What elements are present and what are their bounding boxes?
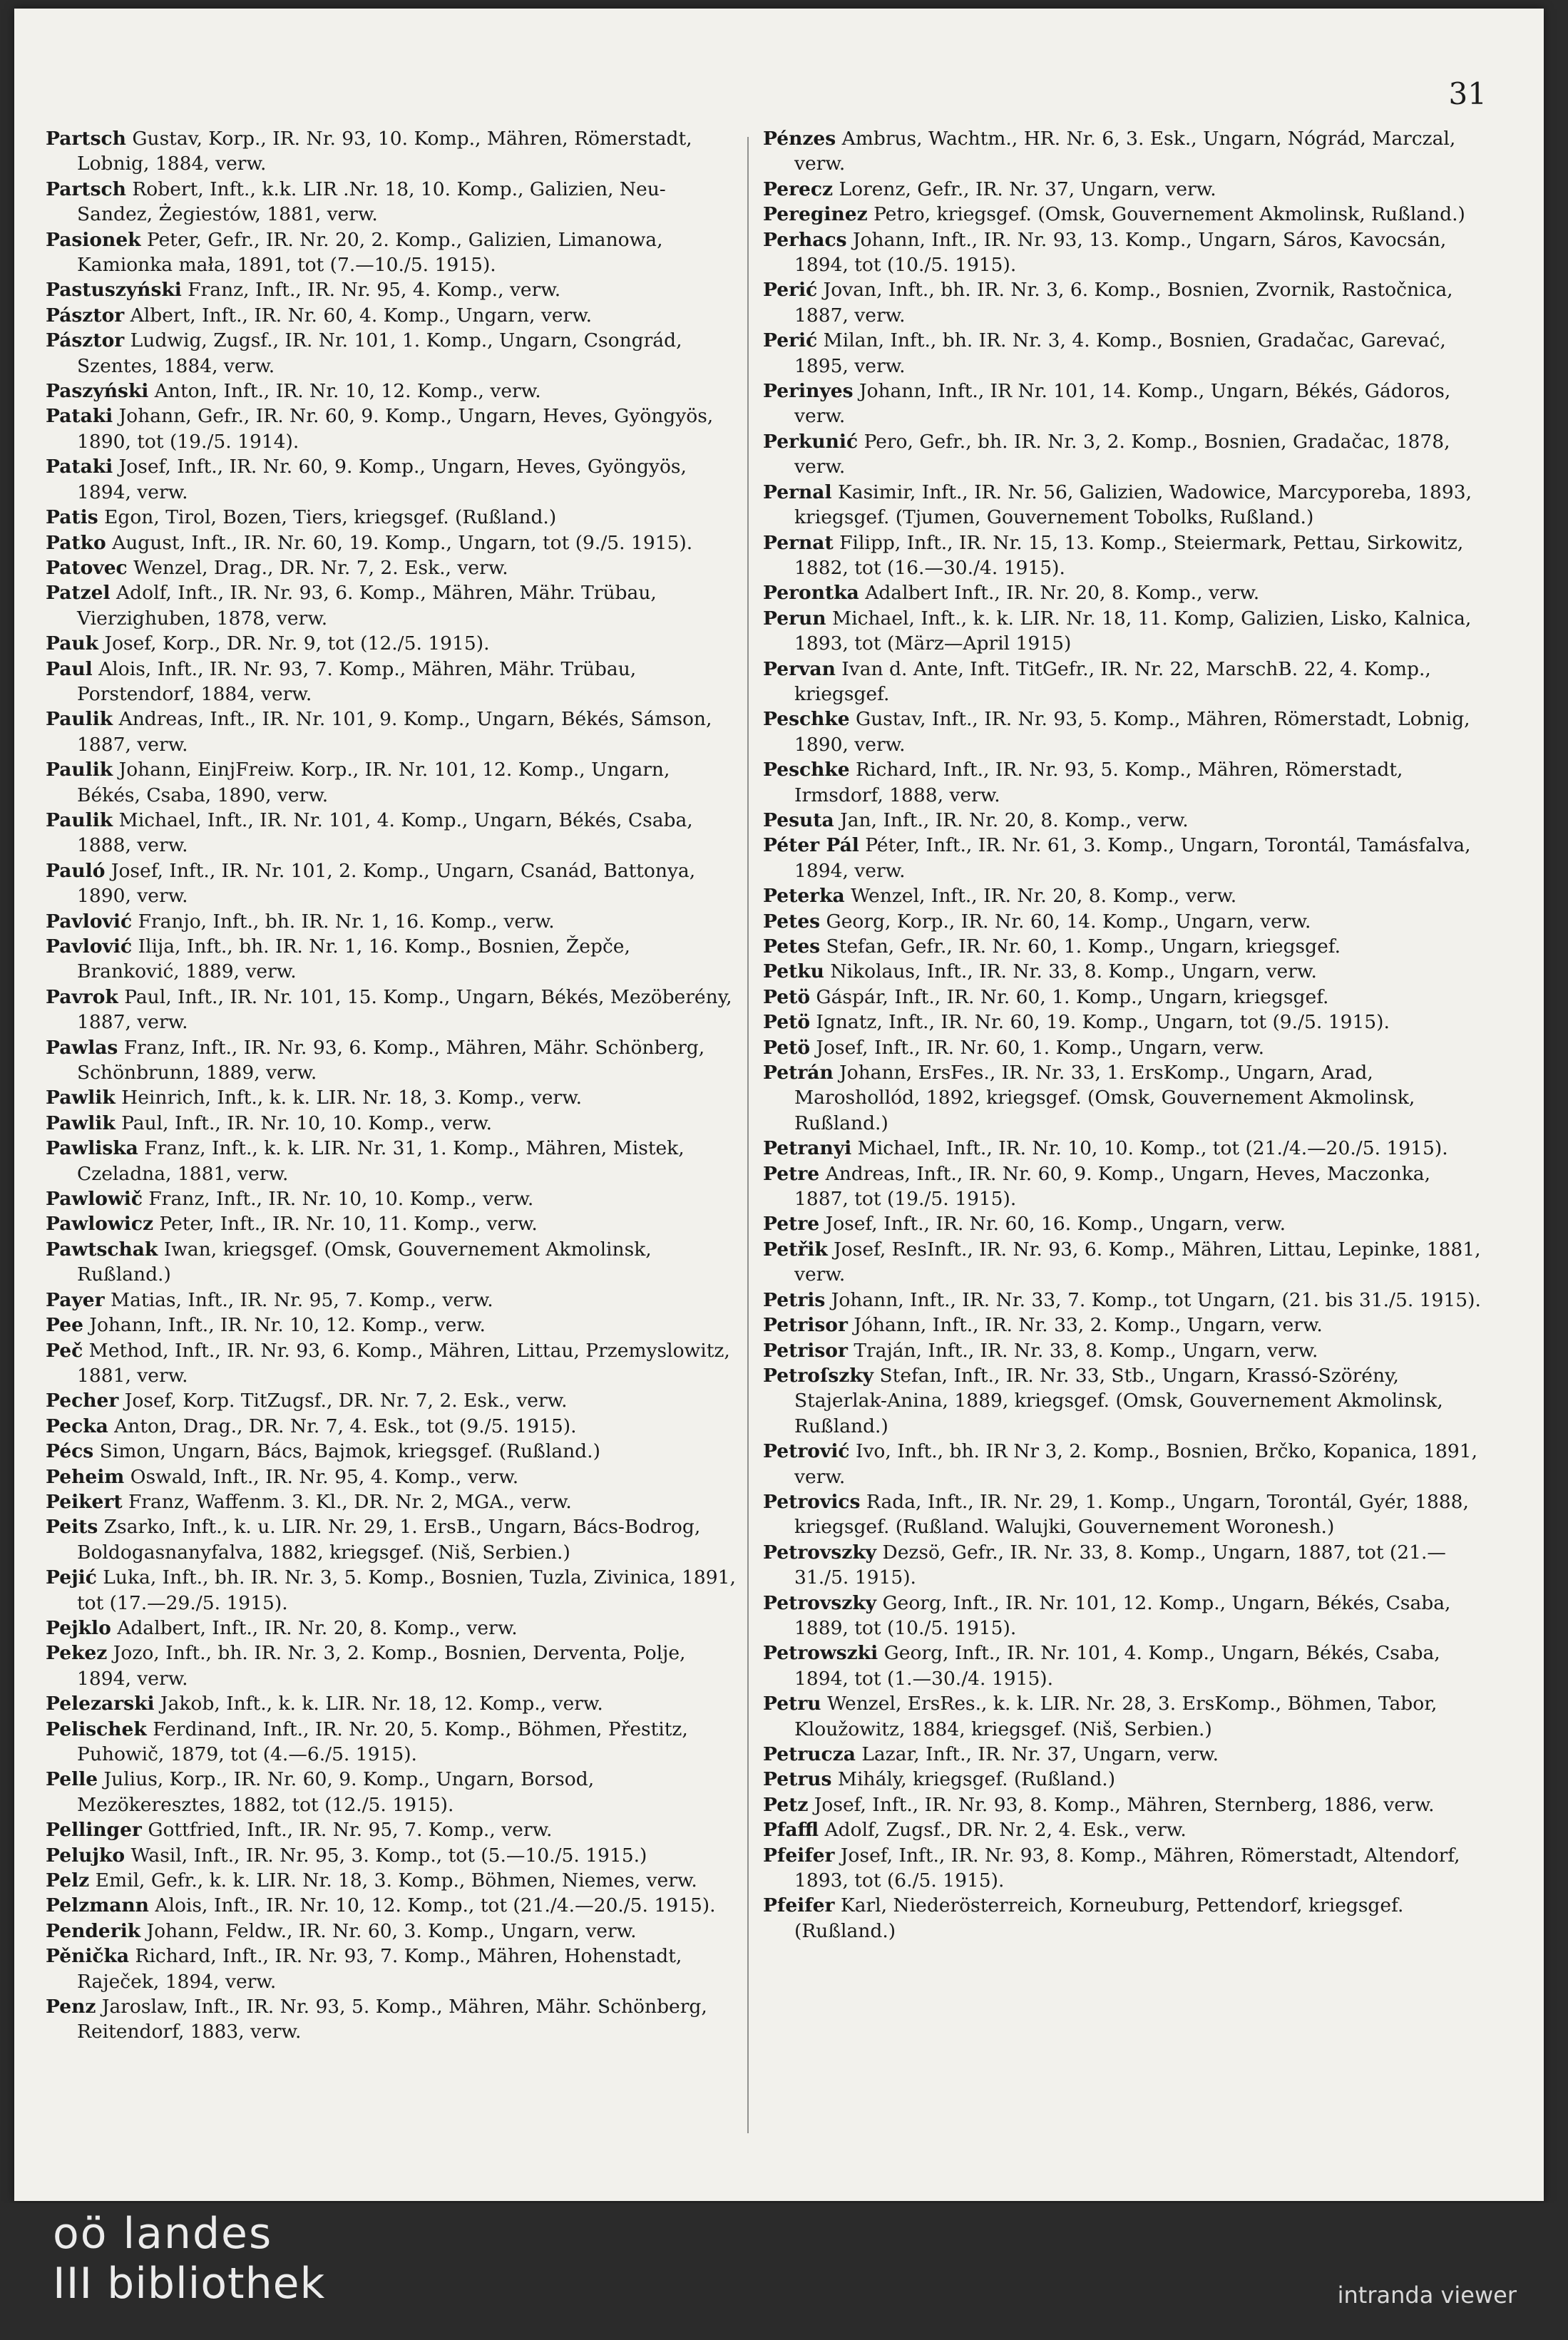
entry-text: Wasil, Inft., IR. Nr. 95, 3. Komp., tot (5.—10./5. 1915.) <box>125 1844 647 1867</box>
entry-name: Pelischek <box>46 1718 147 1740</box>
entry-text: Johann, Inft., IR. Nr. 33, 7. Komp., tot Ungarn, (21. bis 31./5. 1915). <box>825 1288 1481 1311</box>
entry-text: Heinrich, Inft., k. k. LIR. Nr. 18, 3. Komp., verw. <box>115 1087 583 1109</box>
list-item <box>763 202 1487 227</box>
list-item <box>46 1111 737 1136</box>
list-item <box>763 277 1487 328</box>
library-logo-line1: oö landes <box>53 2209 273 2259</box>
entry-name: Pavrok <box>46 985 118 1008</box>
list-item <box>46 1767 737 1817</box>
entry-name: Pěnička <box>46 1945 130 1968</box>
entry-text: Franz, Inft., IR. Nr. 10, 10. Komp., verw. <box>142 1188 534 1211</box>
entry-name: Pernal <box>763 481 832 503</box>
list-item <box>46 808 737 858</box>
list-item <box>763 1237 1487 1288</box>
list-item <box>46 631 737 656</box>
entry-name: Pawliska <box>46 1137 138 1160</box>
entry-text: Ilija, Inft., bh. IR. Nr. 1, 16. Komp., Bosnien, Žepče, Branković, 1889, verw. <box>77 935 630 983</box>
entry-name: Perhacs <box>763 228 847 251</box>
entry-name: Pecher <box>46 1390 119 1412</box>
entry-name: Petroſszky <box>763 1364 874 1387</box>
entry-text: Wenzel, ErsRes., k. k. LIR. Nr. 28, 3. ErsKomp., Böhmen, Tabor, Kloužowitz, 1884, kriegsgef. (Niš, Serbien.) <box>794 1693 1438 1740</box>
entry-text: Michael, Inft., IR. Nr. 10, 10. Komp., tot (21./4.—20./5. 1915). <box>851 1137 1448 1160</box>
entry-text: Paul, Inft., IR. Nr. 101, 15. Komp., Ungarn, Békés, Mezöberény, 1887, verw. <box>77 985 732 1034</box>
entry-name: Perecz <box>763 178 834 200</box>
entry-name: Petrus <box>763 1768 832 1791</box>
list-item <box>46 1288 737 1313</box>
list-item <box>763 1817 1487 1842</box>
entry-text: Julius, Korp., IR. Nr. 60, 9. Komp., Ungarn, Borsod, Mezökeresztes, 1882, tot (12./5. 1915). <box>77 1768 595 1816</box>
list-item <box>46 858 737 909</box>
entry-name: Pfeifer <box>763 1894 835 1917</box>
list-item <box>46 1717 737 1767</box>
right-column <box>763 126 1487 1944</box>
list-item <box>763 606 1487 657</box>
list-item <box>46 1186 737 1211</box>
entry-text: Josef, Inft., IR. Nr. 60, 1. Komp., Ungarn, verw. <box>810 1036 1265 1059</box>
entry-text: Nikolaus, Inft., IR. Nr. 33, 8. Komp., Ungarn, verw. <box>824 960 1317 983</box>
entry-name: Perić <box>763 279 818 302</box>
list-item <box>46 1843 737 1868</box>
list-item <box>46 1893 737 1918</box>
entry-name: Payer <box>46 1288 105 1311</box>
entry-text: Method, Inft., IR. Nr. 93, 6. Komp., Mähren, Littau, Przemyslowitz, 1881, verw. <box>77 1339 730 1387</box>
list-item <box>763 808 1487 833</box>
list-item <box>763 757 1487 808</box>
entry-text: Andreas, Inft., IR. Nr. 101, 9. Komp., Ungarn, Békés, Sámson, 1887, verw. <box>77 708 712 756</box>
list-item <box>46 1641 737 1691</box>
entry-text: Georg, Inft., IR. Nr. 101, 12. Komp., Ungarn, Békés, Csaba, 1889, tot (10./5. 1915). <box>794 1591 1451 1639</box>
entry-name: Pénzes <box>763 128 836 150</box>
list-item <box>46 1817 737 1842</box>
entry-name: Patovec <box>46 556 128 579</box>
entry-name: Pellinger <box>46 1819 142 1842</box>
library-logo-line2: III bibliothek <box>53 2259 326 2309</box>
entry-text: Petro, kriegsgef. (Omsk, Gouvernement Akmolinsk, Rußland.) <box>867 203 1465 226</box>
list-item <box>46 934 737 985</box>
entry-text: Péter, Inft., IR. Nr. 61, 3. Komp., Ungarn, Torontál, Tamásfalva, 1894, verw. <box>794 834 1471 882</box>
list-item <box>46 1944 737 1994</box>
list-item <box>46 177 737 227</box>
list-item <box>46 757 737 808</box>
entry-name: Petrović <box>763 1440 850 1463</box>
list-item <box>46 1338 737 1389</box>
entry-name: Pervan <box>763 657 836 680</box>
entry-text: Anton, Drag., DR. Nr. 7, 4. Esk., tot (9./5. 1915). <box>108 1415 577 1437</box>
entry-text: Adalbert Inft., IR. Nr. 20, 8. Komp., verw. <box>859 582 1260 605</box>
list-item <box>46 1691 737 1716</box>
entry-text: Simon, Ungarn, Bács, Bajmok, kriegsgef. (Rußland.) <box>93 1440 600 1463</box>
list-item <box>46 126 737 177</box>
list-item <box>46 505 737 530</box>
entry-text: Johann, Inft., IR. Nr. 93, 13. Komp., Ungarn, Sáros, Kavocsán, 1894, tot (10./5. 1915). <box>794 228 1447 277</box>
entry-name: Petre <box>763 1162 820 1185</box>
entry-name: Pauló <box>46 859 106 882</box>
entry-text: Ivan d. Ante, Inft. TitGefr., IR. Nr. 22, MarschB. 22, 4. Komp., kriegsgef. <box>794 657 1431 705</box>
entry-name: Petru <box>763 1693 821 1715</box>
entry-name: Pereginez <box>763 203 868 226</box>
entry-text: Franz, Inft., k. k. LIR. Nr. 31, 1. Komp., Mähren, Mistek, Czeladna, 1881, verw. <box>77 1137 685 1185</box>
entry-name: Petřik <box>763 1238 828 1261</box>
entry-name: Pasionek <box>46 228 141 251</box>
entry-name: Perontka <box>763 582 859 605</box>
entry-name: Peits <box>46 1516 98 1539</box>
entry-name: Petrovszky <box>763 1541 877 1564</box>
entry-text: Rada, Inft., IR. Nr. 29, 1. Komp., Ungarn, Torontál, Gyér, 1888, kriegsgef. (Rußland. Walujki, Gouvernement Woronesh.) <box>794 1490 1469 1539</box>
list-item <box>763 429 1487 480</box>
entry-text: Paul, Inft., IR. Nr. 10, 10. Komp., verw. <box>115 1112 493 1134</box>
entry-text: Josef, Inft., IR. Nr. 93, 8. Komp., Mähren, Sternberg, 1886, verw. <box>808 1793 1435 1816</box>
entry-text: Johann, Gefr., IR. Nr. 60, 9. Komp., Ungarn, Heves, Gyöngyös, 1890, tot (19./5. 1914). <box>77 405 714 453</box>
list-item <box>763 1161 1487 1212</box>
entry-text: Peter, Inft., IR. Nr. 10, 11. Komp., verw. <box>153 1213 538 1236</box>
entry-name: Petku <box>763 960 824 983</box>
entry-name: Pavlović <box>46 910 133 933</box>
list-item <box>763 1060 1487 1136</box>
entry-name: Partsch <box>46 128 126 150</box>
entry-text: Dezsö, Gefr., IR. Nr. 33, 8. Komp., Ungarn, 1887, tot (21.—31./5. 1915). <box>794 1541 1446 1589</box>
entry-name: Petranyi <box>763 1137 852 1160</box>
list-item <box>763 177 1487 202</box>
list-item <box>46 1211 737 1236</box>
list-item <box>763 1338 1487 1363</box>
list-item <box>46 1085 737 1110</box>
list-item <box>46 1464 737 1489</box>
entry-name: Perić <box>763 329 818 352</box>
list-item <box>763 959 1487 984</box>
list-item <box>763 1540 1487 1591</box>
entry-text: Gustav, Inft., IR. Nr. 93, 5. Komp., Mähren, Römerstadt, Lobnig, 1890, verw. <box>794 708 1470 756</box>
list-item <box>46 1313 737 1338</box>
entry-text: Jovan, Inft., bh. IR. Nr. 3, 6. Komp., Bosnien, Zvornik, Rastočnica, 1887, verw. <box>794 279 1453 327</box>
entry-name: Petrisor <box>763 1314 848 1337</box>
entry-text: Wenzel, Drag., DR. Nr. 7, 2. Esk., verw. <box>127 556 508 579</box>
entry-text: Franz, Waffenm. 3. Kl., DR. Nr. 2, MGA., verw. <box>122 1490 572 1513</box>
entry-text: Kasimir, Inft., IR. Nr. 56, Galizien, Wadowice, Marcyporeba, 1893, kriegsgef. (Tjumen, Gouvernement Tobolks, Rußland.) <box>794 481 1472 529</box>
entry-text: Richard, Inft., IR. Nr. 93, 7. Komp., Mähren, Hohenstadt, Raječek, 1894, verw. <box>77 1945 682 1993</box>
list-item <box>763 1641 1487 1691</box>
entry-text: Jan, Inft., IR. Nr. 20, 8. Komp., verw. <box>834 809 1189 831</box>
entry-name: Petz <box>763 1793 809 1816</box>
list-item <box>46 1919 737 1944</box>
entry-name: Patzel <box>46 582 111 605</box>
entry-text: Michael, Inft., k. k. LIR. Nr. 18, 11. Komp, Galizien, Lisko, Kalnica, 1893, tot (März—April 1915) <box>794 607 1472 655</box>
entry-name: Paul <box>46 657 93 680</box>
entry-text: Andreas, Inft., IR. Nr. 60, 9. Komp., Ungarn, Heves, Maczonka, 1887, tot (19./5. 1915). <box>794 1162 1431 1211</box>
entry-name: Pauk <box>46 632 99 655</box>
list-item <box>46 404 737 454</box>
entry-name: Pelezarski <box>46 1693 155 1715</box>
entry-name: Pekez <box>46 1642 108 1665</box>
entry-name: Pécs <box>46 1440 94 1463</box>
list-item <box>763 1211 1487 1236</box>
entry-text: Ferdinand, Inft., IR. Nr. 20, 5. Komp., Böhmen, Přestitz, Puhowič, 1879, tot (4.—6./5. 1915). <box>77 1718 688 1765</box>
list-item <box>46 1565 737 1616</box>
list-item <box>763 328 1487 379</box>
entry-text: Matias, Inft., IR. Nr. 95, 7. Komp., verw. <box>104 1288 493 1311</box>
list-item <box>763 227 1487 278</box>
entry-text: Anton, Inft., IR. Nr. 10, 12. Komp., verw. <box>148 380 541 403</box>
entry-name: Pawlik <box>46 1112 116 1134</box>
entry-text: Ambrus, Wachtm., HR. Nr. 6, 3. Esk., Ungarn, Nógrád, Marczal, verw. <box>794 128 1456 175</box>
entry-text: Lazar, Inft., IR. Nr. 37, Ungarn, verw. <box>855 1743 1219 1765</box>
entry-name: Perun <box>763 607 826 630</box>
entry-text: Adalbert, Inft., IR. Nr. 20, 8. Komp., verw. <box>111 1616 518 1639</box>
list-item <box>46 1136 737 1186</box>
entry-text: Stefan, Gefr., IR. Nr. 60, 1. Komp., Ungarn, kriegsgef. <box>820 935 1341 958</box>
entry-text: Johann, EinjFreiw. Korp., IR. Nr. 101, 12. Komp., Ungarn, Békés, Csaba, 1890, verw. <box>77 759 670 806</box>
entry-text: Georg, Inft., IR. Nr. 101, 4. Komp., Ungarn, Békés, Csaba, 1894, tot (1.—30./4. 1915). <box>794 1642 1440 1690</box>
list-item <box>763 883 1487 908</box>
list-item <box>46 454 737 505</box>
entry-text: Oswald, Inft., IR. Nr. 95, 4. Komp., verw. <box>124 1465 519 1488</box>
entry-text: Jozo, Inft., bh. IR. Nr. 3, 2. Komp., Bosnien, Derventa, Polje, 1894, verw. <box>77 1642 686 1690</box>
entry-name: Petrovics <box>763 1490 861 1513</box>
list-item <box>763 1591 1487 1641</box>
entry-text: Josef, ResInft., IR. Nr. 93, 6. Komp., Mähren, Littau, Lepinke, 1881, verw. <box>794 1238 1481 1286</box>
entry-name: Petes <box>763 910 821 933</box>
list-item <box>763 1288 1487 1313</box>
entry-name: Pfaffl <box>763 1819 819 1842</box>
list-item <box>46 1868 737 1893</box>
entry-text: Adolf, Zugsf., DR. Nr. 2, 4. Esk., verw. <box>819 1819 1187 1842</box>
entry-text: Josef, Korp., DR. Nr. 9, tot (12./5. 1915). <box>98 632 490 655</box>
entry-name: Pejklo <box>46 1616 111 1639</box>
entry-name: Partsch <box>46 178 126 200</box>
list-item <box>763 480 1487 530</box>
entry-name: Pastuszyński <box>46 279 182 302</box>
entry-name: Peschke <box>763 708 850 731</box>
list-item <box>763 1363 1487 1439</box>
entry-name: Patko <box>46 531 106 554</box>
left-column <box>46 126 737 2045</box>
entry-name: Pásztor <box>46 304 125 327</box>
list-item <box>763 1313 1487 1338</box>
entry-text: Ignatz, Inft., IR. Nr. 60, 19. Komp., Ungarn, tot (9./5. 1915). <box>810 1011 1390 1034</box>
list-item <box>46 1489 737 1514</box>
entry-name: Pecka <box>46 1415 108 1437</box>
entry-name: Péter Pál <box>763 834 859 857</box>
entry-text: Alois, Inft., IR. Nr. 10, 12. Komp., tot (21./4.—20./5. 1915). <box>148 1894 716 1917</box>
entry-text: Franz, Inft., IR. Nr. 93, 6. Komp., Mähren, Mähr. Schönberg, Schönbrunn, 1889, verw. <box>77 1036 705 1084</box>
entry-name: Pawlowicz <box>46 1213 154 1236</box>
entry-name: Pelzmann <box>46 1894 149 1917</box>
list-item <box>763 833 1487 883</box>
list-item <box>46 1237 737 1288</box>
entry-text: Egon, Tirol, Bozen, Tiers, kriegsgef. (Rußland.) <box>98 506 557 529</box>
list-item <box>763 530 1487 581</box>
entry-text: Zsarko, Inft., k. u. LIR. Nr. 29, 1. ErsB., Ungarn, Bács-Bodrog, Boldogasnanyfalva, 1882, kriegsgef. (Niš, Serbien.) <box>77 1516 701 1564</box>
entry-name: Perinyes <box>763 380 854 403</box>
entry-name: Peč <box>46 1339 83 1362</box>
list-item <box>763 909 1487 934</box>
list-item <box>763 1893 1487 1944</box>
list-item <box>46 1388 737 1413</box>
list-item <box>46 1035 737 1086</box>
entry-text: Ludwig, Zugsf., IR. Nr. 101, 1. Komp., Ungarn, Csongrád, Szentes, 1884, verw. <box>77 329 682 377</box>
entry-text: Peter, Gefr., IR. Nr. 20, 2. Komp., Galizien, Limanowa, Kamionka mała, 1891, tot (7.—10./5. 1915). <box>77 228 663 277</box>
list-item <box>763 1691 1487 1742</box>
list-item <box>46 657 737 707</box>
entry-name: Penderik <box>46 1919 141 1942</box>
entry-text: Adolf, Inft., IR. Nr. 93, 6. Komp., Mähren, Mähr. Trübau, Vierzighuben, 1878, verw. <box>77 582 657 630</box>
list-item <box>46 580 737 631</box>
list-item <box>763 1767 1487 1792</box>
list-item <box>763 1792 1487 1817</box>
entry-text: Josef, Inft., IR. Nr. 60, 16. Komp., Ungarn, verw. <box>819 1213 1286 1236</box>
entry-text: Ivo, Inft., bh. IR Nr 3, 2. Komp., Bosnien, Brčko, Kopanica, 1891, verw. <box>794 1440 1478 1488</box>
list-item <box>46 909 737 934</box>
entry-name: Pelujko <box>46 1844 125 1867</box>
entry-text: August, Inft., IR. Nr. 60, 19. Komp., Ungarn, tot (9./5. 1915). <box>106 531 693 554</box>
column-divider <box>747 137 749 2133</box>
entry-text: Milan, Inft., bh. IR. Nr. 3, 4. Komp., Bosnien, Gradačac, Garevać, 1895, verw. <box>794 329 1446 377</box>
entry-text: Johann, Inft., IR Nr. 101, 14. Komp., Ungarn, Békés, Gádoros, verw. <box>794 380 1451 428</box>
entry-text: Lorenz, Gefr., IR. Nr. 37, Ungarn, verw. <box>833 178 1216 200</box>
entry-name: Patis <box>46 506 98 529</box>
list-item <box>763 1010 1487 1035</box>
list-item <box>763 1439 1487 1489</box>
list-item <box>46 1414 737 1439</box>
viewer-footer <box>0 2203 1568 2340</box>
list-item <box>46 227 737 278</box>
entry-name: Pataki <box>46 456 113 478</box>
entry-name: Petes <box>763 935 821 958</box>
entry-text: Josef, Korp. TitZugsf., DR. Nr. 7, 2. Esk., verw. <box>118 1390 568 1412</box>
page-number: 31 <box>1448 76 1487 111</box>
entry-text: Franz, Inft., IR. Nr. 95, 4. Komp., verw. <box>181 279 561 302</box>
entry-text: Albert, Inft., IR. Nr. 60, 4. Komp., Ungarn, verw. <box>124 304 593 327</box>
list-item <box>763 379 1487 429</box>
list-item <box>763 707 1487 757</box>
entry-name: Petö <box>763 1011 810 1034</box>
list-item <box>763 1742 1487 1767</box>
entry-text: Iwan, kriegsgef. (Omsk, Gouvernement Akmolinsk, Rußland.) <box>77 1238 652 1286</box>
list-item <box>46 277 737 302</box>
entry-text: Filipp, Inft., IR. Nr. 15, 13. Komp., Steiermark, Pettau, Sirkowitz, 1882, tot (16.—30./4. 1915). <box>794 531 1464 579</box>
entry-name: Petö <box>763 985 810 1008</box>
entry-text: Robert, Inft., k.k. LIR .Nr. 18, 10. Komp., Galizien, Neu-Sandez, Żegiestów, 1881, verw. <box>77 178 666 226</box>
entry-name: Pawtschak <box>46 1238 158 1261</box>
entry-text: Mihály, kriegsgef. (Rußland.) <box>831 1768 1116 1791</box>
list-item <box>46 1994 737 2045</box>
entry-name: Pejić <box>46 1566 97 1589</box>
list-item <box>763 985 1487 1010</box>
entry-name: Petre <box>763 1213 820 1236</box>
entry-name: Pawlik <box>46 1087 116 1109</box>
list-item <box>46 707 737 757</box>
entry-name: Peikert <box>46 1490 123 1513</box>
entry-text: Traján, Inft., IR. Nr. 33, 8. Komp., Ungarn, verw. <box>847 1339 1318 1362</box>
entry-name: Pawlas <box>46 1036 118 1059</box>
entry-text: Wenzel, Inft., IR. Nr. 20, 8. Komp., verw. <box>844 885 1237 908</box>
entry-name: Perkunić <box>763 430 859 453</box>
entry-name: Pesuta <box>763 809 834 831</box>
entry-name: Petrowszki <box>763 1642 878 1665</box>
entry-name: Paulik <box>46 708 113 731</box>
list-item <box>763 1843 1487 1894</box>
entry-text: Stefan, Inft., IR. Nr. 33, Stb., Ungarn, Krassó-Szörény, Stajerlak-Anina, 1889, kriegsgef. (Omsk, Gouvernement Akmolinsk, Rußland.) <box>794 1364 1443 1437</box>
entry-text: Johann, Feldw., IR. Nr. 60, 3. Komp., Ungarn, verw. <box>140 1919 637 1942</box>
entry-name: Paulik <box>46 809 113 831</box>
entry-name: Paszyński <box>46 380 149 403</box>
list-item <box>763 934 1487 959</box>
entry-text: Johann, Inft., IR. Nr. 10, 12. Komp., verw. <box>83 1314 486 1337</box>
entry-text: Jakob, Inft., k. k. LIR. Nr. 18, 12. Komp., verw. <box>154 1693 603 1715</box>
entry-text: Gottfried, Inft., IR. Nr. 95, 7. Komp., verw. <box>141 1819 553 1842</box>
entry-text: Jóhann, Inft., IR. Nr. 33, 2. Komp., Ungarn, verw. <box>847 1314 1323 1337</box>
list-item <box>46 1439 737 1464</box>
entry-name: Petrucza <box>763 1743 856 1765</box>
entry-text: Josef, Inft., IR. Nr. 101, 2. Komp., Ungarn, Csanád, Battonya, 1890, verw. <box>77 859 696 908</box>
entry-text: Georg, Korp., IR. Nr. 60, 14. Komp., Ungarn, verw. <box>820 910 1311 933</box>
entry-name: Paulik <box>46 759 113 781</box>
entry-name: Pfeifer <box>763 1844 835 1867</box>
list-item <box>46 555 737 580</box>
entry-name: Pelz <box>46 1869 90 1892</box>
entry-name: Petris <box>763 1288 826 1311</box>
list-item <box>46 303 737 328</box>
entry-name: Petrisor <box>763 1339 848 1362</box>
list-item <box>46 1514 737 1565</box>
list-item <box>46 379 737 404</box>
entry-name: Peschke <box>763 759 850 781</box>
entry-name: Pelle <box>46 1768 98 1791</box>
entry-name: Petrán <box>763 1062 834 1084</box>
entry-name: Pawlowič <box>46 1188 143 1211</box>
entry-text: Richard, Inft., IR. Nr. 93, 5. Komp., Mähren, Römerstadt, Irmsdorf, 1888, verw. <box>794 759 1403 806</box>
list-item <box>763 126 1487 177</box>
list-item <box>763 580 1487 605</box>
list-item <box>46 328 737 379</box>
entry-name: Peheim <box>46 1465 125 1488</box>
entry-text: Gustav, Korp., IR. Nr. 93, 10. Komp., Mähren, Römerstadt, Lobnig, 1884, verw. <box>77 128 692 175</box>
entry-name: Pernat <box>763 531 834 554</box>
entry-name: Pee <box>46 1314 83 1337</box>
list-item <box>46 1616 737 1641</box>
viewer-label: intranda viewer <box>1337 2282 1517 2309</box>
entry-text: Karl, Niederösterreich, Korneuburg, Pettendorf, kriegsgef. (Rußland.) <box>794 1894 1404 1942</box>
list-item <box>46 985 737 1035</box>
entry-name: Pataki <box>46 405 113 428</box>
list-item <box>46 530 737 555</box>
entry-text: Emil, Gefr., k. k. LIR. Nr. 18, 3. Komp., Böhmen, Niemes, verw. <box>89 1869 697 1892</box>
entry-name: Pásztor <box>46 329 125 352</box>
entry-text: Pero, Gefr., bh. IR. Nr. 3, 2. Komp., Bosnien, Gradačac, 1878, verw. <box>794 430 1450 478</box>
entry-text: Alois, Inft., IR. Nr. 93, 7. Komp., Mähren, Mähr. Trübau, Porstendorf, 1884, verw. <box>77 657 637 705</box>
entry-name: Pavlović <box>46 935 133 958</box>
entry-name: Penz <box>46 1996 96 2018</box>
entry-text: Franjo, Inft., bh. IR. Nr. 1, 16. Komp., verw. <box>132 910 555 933</box>
entry-text: Jaroslaw, Inft., IR. Nr. 93, 5. Komp., Mähren, Mähr. Schönberg, Reitendorf, 1883, verw. <box>77 1996 707 2043</box>
list-item <box>763 657 1487 707</box>
list-item <box>763 1489 1487 1540</box>
list-item <box>763 1136 1487 1161</box>
document-page <box>14 9 1544 2201</box>
entry-name: Petö <box>763 1036 810 1059</box>
list-item <box>763 1035 1487 1060</box>
entry-name: Petrovszky <box>763 1591 877 1614</box>
entry-text: Josef, Inft., IR. Nr. 60, 9. Komp., Ungarn, Heves, Gyöngyös, 1894, verw. <box>77 456 687 503</box>
entry-text: Johann, ErsFes., IR. Nr. 33, 1. ErsKomp., Ungarn, Arad, Maroshollód, 1892, kriegsgef. (Omsk, Gouvernement Akmolinsk, Rußland.) <box>794 1062 1415 1134</box>
entry-text: Luka, Inft., bh. IR. Nr. 3, 5. Komp., Bosnien, Tuzla, Zivinica, 1891, tot (17.—29./5. 1915). <box>77 1566 736 1614</box>
entry-text: Gáspár, Inft., IR. Nr. 60, 1. Komp., Ungarn, kriegsgef. <box>810 985 1329 1008</box>
entry-text: Michael, Inft., IR. Nr. 101, 4. Komp., Ungarn, Békés, Csaba, 1888, verw. <box>77 809 693 857</box>
entry-name: Peterka <box>763 885 845 908</box>
entry-text: Josef, Inft., IR. Nr. 93, 8. Komp., Mähren, Römerstadt, Altendorf, 1893, tot (6./5. 1915). <box>794 1844 1460 1892</box>
